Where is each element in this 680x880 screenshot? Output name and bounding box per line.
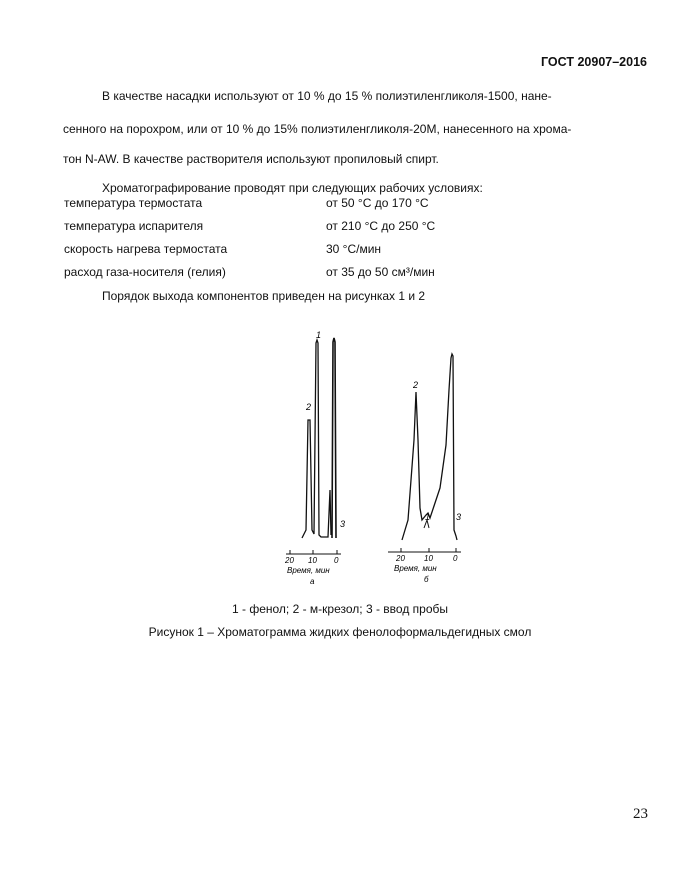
components-order-text: Порядок выхода компонентов приведен на рисунках 1 и 2 [102,289,426,303]
panel-letter: б [424,575,429,584]
chromatogram-figure [270,330,470,600]
condition-row [64,242,624,258]
peak-label: 1 [316,330,322,340]
chromatogram-trace-a-solvent [332,338,336,538]
tick-label: 0 [453,554,458,563]
condition-row [64,265,624,281]
peak-label: 2 [413,380,419,390]
page-number: 23 [633,806,648,822]
tick-label: 10 [424,554,433,563]
peak-label: 3 [340,519,346,529]
peak-label: 3 [456,512,462,522]
condition-row [64,196,624,212]
chromatogram-panel-b [388,354,461,584]
peak-label: 2 [306,402,312,412]
condition-value: 30 °С/мин [326,242,382,256]
condition-label: расход газа-носителя (гелия) [64,265,226,279]
figure-legend: 1 - фенол; 2 - м-крезол; 3 - ввод пробы [232,602,448,616]
condition-value: от 210 °С до 250 °С [326,219,436,233]
condition-value: от 50 °С до 170 °С [326,196,429,210]
condition-row [64,219,624,235]
axis-label: Время, мин [394,564,437,573]
conditions-intro: Хроматографирование проводят при следующих рабочих условиях: [102,181,483,195]
tick-label: 10 [308,556,317,565]
panel-letter: а [310,577,315,586]
axis-label: Время, мин [287,566,330,575]
peak-label: 1 [425,512,431,522]
document-header: ГОСТ 20907–2016 [541,55,647,69]
paragraph-line-1: В качестве насадки используют от 10 % до 15 % полиэтиленгликоля-1500, нане- [102,89,552,103]
paragraph-line-2: сенного на порохром, или от 10 % до 15% полиэтиленгликоля-20М, нанесенного на хрома- [63,122,572,136]
condition-label: температура термостата [64,196,203,210]
figure-caption: Рисунок 1 – Хроматограмма жидких фенолоформальдегидных смол [148,625,532,639]
tick-label: 0 [334,556,339,565]
condition-label: температура испарителя [64,219,204,233]
chromatogram-svg [270,330,470,600]
condition-label: скорость нагрева термостата [64,242,228,256]
tick-label: 20 [396,554,405,563]
condition-value: от 35 до 50 см³/мин [326,265,435,279]
chromatogram-panel-a [284,330,345,586]
tick-label: 20 [285,556,294,565]
chromatogram-trace-a [302,340,331,538]
paragraph-line-3: тон N-AW. В качестве растворителя используют пропиловый спирт. [63,152,439,166]
